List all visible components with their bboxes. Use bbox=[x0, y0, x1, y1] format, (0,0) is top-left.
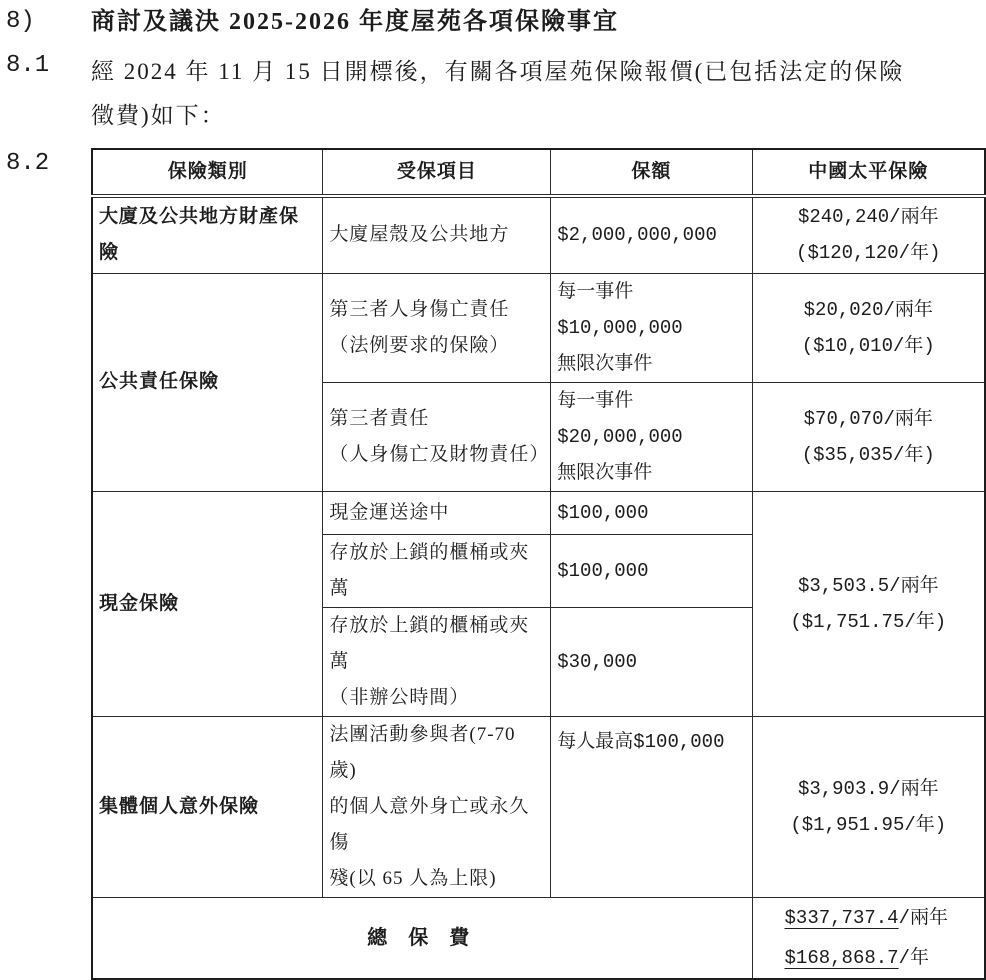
amount-line: 無限次事件 bbox=[557, 352, 653, 375]
item-cash-in-transit: 現金運送途中 bbox=[323, 491, 551, 534]
premium-line: $3,503.5/兩年 bbox=[797, 574, 939, 597]
premium-line: $20,020/兩年 bbox=[803, 298, 933, 321]
table-row bbox=[92, 491, 985, 534]
paragraph-line-1: 經 2024 年 11 月 15 日開標後，有關各項屋苑保險報價(已包括法定的保險 bbox=[91, 59, 905, 84]
premium-line: ($1,751.75/年) bbox=[790, 610, 947, 633]
paragraph-line-2: 徵費)如下： bbox=[91, 103, 226, 128]
premium-line: $240,240/兩年 bbox=[797, 206, 939, 229]
category-group-accident: 集體個人意外保險 bbox=[92, 716, 323, 897]
section-8-2-number: 8.2 bbox=[6, 150, 50, 177]
header-insurance-type: 保險類別 bbox=[92, 149, 323, 196]
item-line: 存放於上鎖的櫃桶或夾萬 bbox=[329, 614, 530, 672]
premium-cash bbox=[752, 491, 985, 716]
section-8 bbox=[0, 6, 986, 38]
total-annual bbox=[785, 938, 978, 978]
insurance-quotation-table bbox=[91, 148, 986, 980]
document-page bbox=[0, 6, 986, 969]
amount-cash-in-transit: $100,000 bbox=[551, 491, 752, 534]
table-row bbox=[92, 196, 985, 273]
item-line: （法例要求的保險） bbox=[329, 334, 510, 356]
amount-third-party-liability bbox=[551, 382, 752, 491]
total-biennial-amount: $337,737.4 bbox=[784, 906, 899, 929]
section-8-number: 8) bbox=[6, 8, 35, 35]
total-annual-suffix: /年 bbox=[898, 946, 929, 969]
table-header-row bbox=[92, 149, 985, 196]
amount-line: 每一事件$20,000,000 bbox=[557, 389, 683, 448]
item-line: 的個人意外身亡或永久傷 bbox=[329, 795, 530, 853]
total-annual-amount: $168,868.7 bbox=[784, 946, 899, 969]
category-public-liability: 公共責任保險 bbox=[92, 273, 323, 491]
table-total-row bbox=[92, 897, 985, 979]
amount-third-party-injury bbox=[551, 273, 752, 382]
premium-third-party-injury bbox=[752, 273, 985, 382]
total-premium-values bbox=[752, 897, 985, 979]
premium-building bbox=[752, 196, 985, 273]
item-cash-locked-drawer: 存放於上鎖的櫃桶或夾萬 bbox=[323, 534, 551, 607]
category-cash-insurance: 現金保險 bbox=[92, 491, 323, 716]
header-sum-insured: 保額 bbox=[551, 149, 752, 196]
section-8-2 bbox=[0, 148, 986, 980]
item-line: 法團活動參與者(7-70 歲) bbox=[329, 723, 516, 781]
total-biennial bbox=[785, 898, 978, 938]
premium-group-accident bbox=[752, 716, 985, 897]
category-building-property: 大廈及公共地方財產保險 bbox=[92, 196, 323, 273]
amount-cash-after-hours: $30,000 bbox=[551, 607, 752, 716]
amount-line: 無限次事件 bbox=[557, 461, 653, 484]
item-building-shell: 大廈屋殼及公共地方 bbox=[323, 196, 551, 273]
section-8-1-number: 8.1 bbox=[6, 52, 50, 79]
premium-line: $3,903.9/兩年 bbox=[797, 777, 939, 800]
item-line: 第三者人身傷亡責任 bbox=[329, 298, 510, 320]
item-cash-locked-drawer-after-hours bbox=[323, 607, 551, 716]
premium-line: ($35,035/年) bbox=[801, 443, 935, 466]
item-third-party-injury bbox=[323, 273, 551, 382]
amount-building: $2,000,000,000 bbox=[551, 196, 752, 273]
total-biennial-suffix: /兩年 bbox=[898, 906, 948, 929]
amount-line: 每一事件$10,000,000 bbox=[557, 280, 683, 339]
amount-cash-locked-drawer: $100,000 bbox=[551, 534, 752, 607]
amount-group-accident: 每人最高$100,000 bbox=[551, 716, 752, 897]
item-line: （人身傷亡及財物責任） bbox=[329, 443, 550, 465]
item-group-accident bbox=[323, 716, 551, 897]
header-insured-item: 受保項目 bbox=[323, 149, 551, 196]
header-insurer: 中國太平保險 bbox=[752, 149, 985, 196]
premium-line: $70,070/兩年 bbox=[803, 407, 933, 430]
item-line: （非辦公時間） bbox=[329, 686, 470, 708]
item-line: 第三者責任 bbox=[329, 407, 430, 429]
section-8-title: 商討及議決 2025-2026 年度屋苑各項保險事宜 bbox=[91, 9, 619, 35]
item-third-party-liability bbox=[323, 382, 551, 491]
table-row bbox=[92, 273, 985, 382]
section-8-1-paragraph bbox=[91, 50, 986, 138]
section-8-1 bbox=[0, 50, 986, 138]
total-premium-label: 總 保 費 bbox=[92, 897, 752, 979]
table-row bbox=[92, 716, 985, 897]
premium-third-party-liability bbox=[752, 382, 985, 491]
premium-line: ($10,010/年) bbox=[801, 334, 935, 357]
item-line: 殘(以 65 人為上限) bbox=[329, 867, 497, 889]
premium-line: ($1,951.95/年) bbox=[790, 813, 947, 836]
premium-line: ($120,120/年) bbox=[796, 242, 941, 265]
